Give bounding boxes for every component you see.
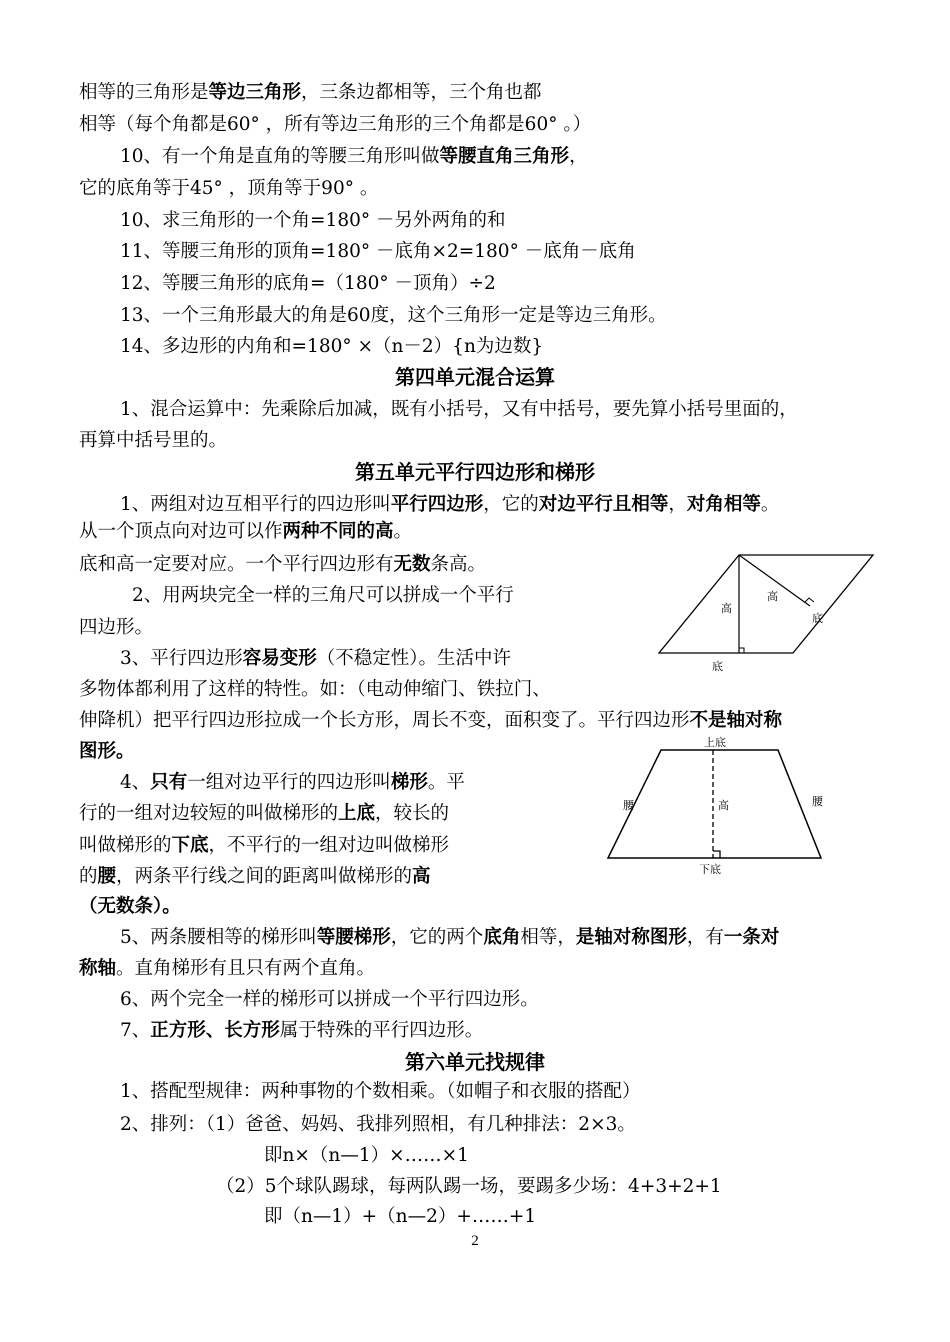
text-line: 10、求三角形的一个角=180° －另外两角的和 (120, 210, 506, 231)
parallelogram-figure (655, 548, 880, 678)
text-line: 叫做梯形的下底，不平行的一组对边叫做梯形 (79, 835, 450, 856)
text-line: 相等的三角形是等边三角形，三条边都相等，三个角也都 (79, 82, 542, 103)
text-line: 1、搭配型规律：两种事物的个数相乘。（如帽子和衣服的搭配） (120, 1081, 641, 1102)
text-line: 11、等腰三角形的顶角=180° －底角×2=180° －底角－底角 (120, 241, 636, 262)
text-line: 1、混合运算中：先乘除后加减，既有小括号，又有中括号，要先算小括号里面的， (120, 399, 798, 420)
text-line: 6、两个完全一样的梯形可以拼成一个平行四边形。 (120, 989, 539, 1010)
text-line: 14、多边形的内角和=180° ×（n－2）{n为边数} (120, 336, 544, 357)
text-line: 13、一个三角形最大的角是60度，这个三角形一定是等边三角形。 (120, 305, 667, 326)
leg-label: 腰 (812, 795, 823, 808)
text-line: 相等（每个角都是60° ，所有等边三角形的三个角都是60° 。） (79, 114, 592, 135)
height-label: 高 (718, 799, 729, 812)
bottom-base-label: 下底 (699, 863, 721, 876)
text-line: 底和高一定要对应。一个平行四边形有无数条高。 (79, 554, 487, 575)
text-line: 称轴。直角梯形有且只有两个直角。 (79, 958, 376, 979)
text-line: 即（n—1）+（n—2）+……+1 (264, 1206, 537, 1227)
leg-label: 腰 (623, 799, 634, 812)
height-label: 高 (767, 590, 778, 603)
trapezoid-figure (605, 733, 830, 881)
text-line: 伸降机）把平行四边形拉成一个长方形，周长不变，面积变了。平行四边形不是轴对称 (79, 710, 783, 731)
text-line: 12、等腰三角形的底角=（180° －顶角）÷2 (120, 273, 496, 294)
text-line: 四边形。 (79, 617, 154, 638)
text-line: 2、用两块完全一样的三角尺可以拼成一个平行 (132, 585, 514, 606)
text-line: 行的一组对边较短的叫做梯形的上底，较长的 (79, 803, 450, 824)
page-number: 2 (471, 1233, 479, 1249)
text-line: （2）5个球队踢球，每两队踢一场，要踢多少场：4+3+2+1 (216, 1176, 722, 1197)
text-line: 从一个顶点向对边可以作两种不同的高。 (79, 521, 413, 542)
base-label: 底 (812, 612, 823, 625)
text-line: 即n×（n—1）×……×1 (264, 1145, 469, 1166)
text-line: 4、只有一组对边平行的四边形叫梯形。平 (120, 772, 465, 793)
text-line: 5、两条腰相等的梯形叫等腰梯形，它的两个底角相等，是轴对称图形，有一条对 (120, 927, 780, 948)
text-line: （无数条）。 (79, 896, 181, 917)
text-line: 3、平行四边形容易变形（不稳定性）。生活中许 (120, 648, 512, 669)
text-line: 图形。 (79, 741, 135, 762)
base-label: 底 (712, 660, 723, 673)
text-line: 的腰，两条平行线之间的距离叫做梯形的高 (79, 866, 431, 887)
text-line: 10、有一个角是直角的等腰三角形叫做等腰直角三角形， (120, 146, 588, 167)
section-heading: 第四单元混合运算 (395, 365, 555, 389)
text-line: 2、排列：（1）爸爸、妈妈、我排列照相，有几种排法：2×3。 (120, 1114, 636, 1135)
text-line: 它的底角等于45° ，顶角等于90° 。 (79, 178, 379, 199)
text-line: 7、正方形、长方形属于特殊的平行四边形。 (120, 1020, 484, 1041)
text-line: 再算中括号里的。 (79, 430, 228, 451)
top-base-label: 上底 (704, 736, 726, 749)
height-label: 高 (721, 602, 732, 615)
section-heading: 第五单元平行四边形和梯形 (355, 460, 595, 484)
text-line: 多物体都利用了这样的特性。如：（电动伸缩门、铁拉门、 (79, 679, 551, 700)
text-line: 1、两组对边互相平行的四边形叫平行四边形，它的对边平行且相等，对角相等。 (120, 494, 780, 515)
section-heading: 第六单元找规律 (405, 1050, 545, 1074)
